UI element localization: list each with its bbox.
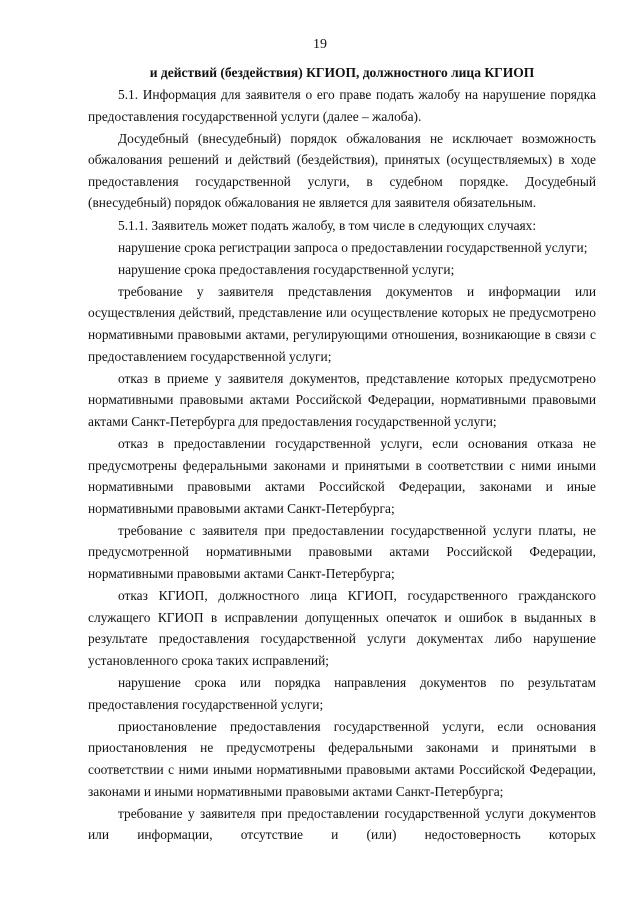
paragraph-complaint-right: 5.1. Информация для заявителя о его праве подать жалобу на нарушение порядка предоставления государственной услуги (далее – жалоба). — [88, 87, 596, 124]
paragraph-case-registration-term: нарушение срока регистрации запроса о предоставлении государственной услуги; — [118, 239, 588, 255]
paragraph-case-missing-documents: требование у заявителя при предоставлении государственной услуги документов или информации, отсутствие и (или) недостоверность которых — [88, 805, 596, 843]
paragraph-case-extra-documents: требование у заявителя представления документов и информации или осуществления действий, представление или осуществление которых не предусмотрено нормативными правовыми актами, регулирующими отношения, возникающие в связи с предоставлением государственной услуги; — [88, 283, 596, 364]
document-body — [88, 84, 596, 846]
paragraph-case-correction-refusal: отказ КГИОП, должностного лица КГИОП, государственного гражданского служащего КГИОП в исправлении допущенных опечаток и ошибок в выданных в результате предоставления государственной услуги документах либо нарушение установленного срока таких исправлений; — [88, 588, 596, 668]
section-heading: и действий (бездействия) КГИОП, должностного лица КГИОП — [149, 65, 535, 80]
paragraph-case-document-refusal: отказ в приеме у заявителя документов, представление которых предусмотрено нормативными правовыми актами Российской Федерации, нормативными правовыми актами Санкт-Петербурга для предоставления государственной услуги; — [88, 370, 596, 429]
paragraph-case-unlawful-fee: требование с заявителя при предоставлении государственной услуги платы, не предусмотренной нормативными правовыми актами Российской Федерации, нормативными правовыми актами Санкт-Петербурга; — [88, 522, 596, 582]
paragraph-case-suspension: приостановление предоставления государственной услуги, если основания приостановления не предусмотрены федеральными законами и принятыми в соответствии с ними иными нормативными правовыми актами Российской Федерации, законами и иными нормативными правовыми актами Санкт-Петербурга; — [88, 718, 596, 799]
paragraph-case-service-term: нарушение срока предоставления государственной услуги; — [118, 261, 455, 277]
page-number: 19 — [313, 37, 327, 52]
paragraph-case-delivery-term: нарушение срока или порядка направления документов по результатам предоставления государственной услуги; — [88, 675, 596, 712]
paragraph-case-service-refusal: отказ в предоставлении государственной услуги, если основания отказа не предусмотрены федеральными законами и принятыми в соответствии с ними иными нормативными правовыми актами Российской Федерации, законами и иные нормативными правовыми актами Санкт-Петербурга; — [88, 436, 596, 516]
paragraph-complaint-cases: 5.1.1. Заявитель может подать жалобу, в том числе в следующих случаях: — [118, 217, 537, 233]
paragraph-pretrial-procedure: Досудебный (внесудебный) порядок обжалования не исключает возможность обжалования решений и действий (бездействия), принятых (осуществляемых) в ходе предоставления государственной услуги, в судебном порядке. Досудебный (внесудебный) порядок обжалования не является для заявителя обязательным. — [88, 130, 596, 211]
